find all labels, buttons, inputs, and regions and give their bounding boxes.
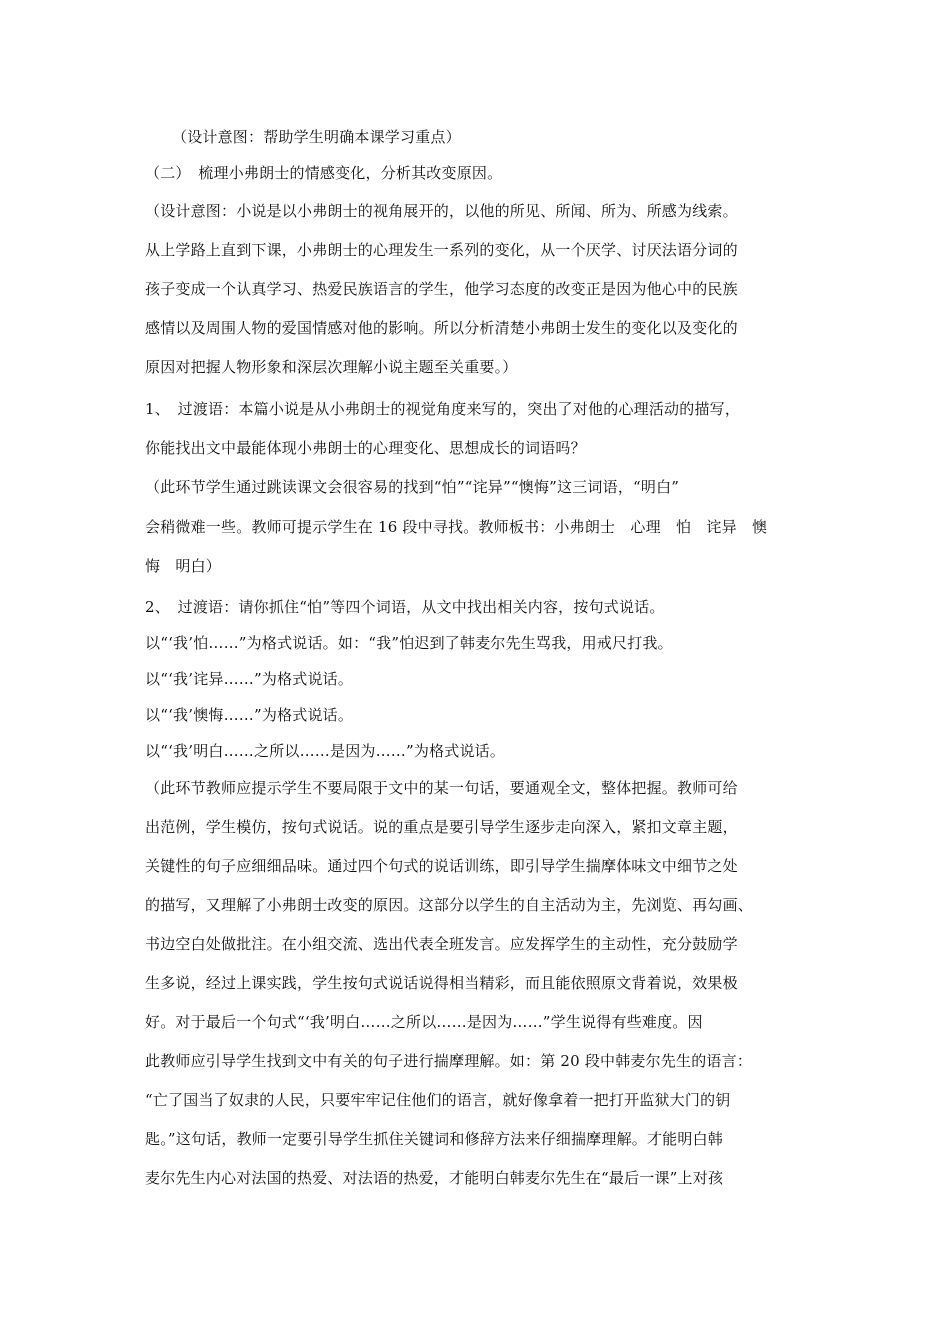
paragraph-line: 此教师应引导学生找到文中有关的句子进行揣摩理解。如：第 20 段中韩麦尔先生的语言：: [145, 1052, 753, 1070]
paragraph-line: 好。对于最后一个句式“‘我’明白……之所以……是因为……”学生说得有些难度。因: [145, 1013, 703, 1031]
sentence-pattern-line: 以“‘我’诧异……”为格式说话。: [145, 670, 354, 688]
sentence-pattern-line: 以“‘我’明白……之所以……是因为……”为格式说话。: [145, 742, 506, 760]
paragraph-line: 从上学路上直到下课，小弗朗士的心理发生一系列的变化，从一个厌学、讨厌法语分词的: [145, 241, 738, 259]
step-heading: 1、 过渡语：本篇小说是从小弗朗士的视觉角度来写的，突出了对他的心理活动的描写，: [145, 400, 741, 418]
paragraph-line: （设计意图：小说是以小弗朗士的视角展开的，以他的所见、所闻、所为、所感为线索。: [145, 202, 738, 220]
paragraph-line: 出范例，学生模仿，按句式说话。说的重点是要引导学生逐步走向深入，紧扣文章主题，: [145, 818, 738, 836]
paragraph-line: 原因对把握人物形象和深层次理解小说主题至关重要。）: [145, 358, 518, 376]
paragraph-line: 悔 明白）: [145, 557, 222, 575]
paragraph-line: 孩子变成一个认真学习、热爱民族语言的学生，他学习态度的改变正是因为他心中的民族: [145, 280, 738, 298]
paragraph-line: 生多说，经过上课实践，学生按句式说话说得相当精彩，而且能依照原文背着说，效果极: [145, 974, 738, 992]
section-heading: （二） 梳理小弗朗士的情感变化，分析其改变原因。: [145, 164, 503, 182]
sentence-pattern-line: 以“‘我’懊悔……”为格式说话。: [145, 706, 354, 724]
paragraph-line: 书边空白处做批注。在小组交流、选出代表全班发言。应发挥学生的主动性，充分鼓励学: [145, 935, 738, 953]
paragraph-line: （此环节学生通过跳读课文会很容易的找到“怕”“诧异”“懊悔”这三词语，“明白”: [145, 478, 680, 496]
paragraph-line: （此环节教师应提示学生不要局限于文中的某一句话，要通观全文，整体把握。教师可给: [145, 779, 738, 797]
sentence-pattern-line: 以“‘我’怕……”为格式说话。如：“我”怕迟到了韩麦尔先生骂我，用戒尺打我。: [145, 634, 673, 652]
paragraph-line: 会稍微难一些。教师可提示学生在 16 段中寻找。教师板书：小弗朗士 心理 怕 诧异 懊: [145, 518, 768, 536]
design-intent-note: （设计意图：帮助学生明确本课学习重点）: [172, 128, 461, 146]
paragraph-line: 感情以及周围人物的爱国情感对他的影响。所以分析清楚小弗朗士发生的变化以及变化的: [145, 319, 738, 337]
paragraph-line: 匙。”这句话，教师一定要引导学生抓住关键词和修辞方法来仔细揣摩理解。才能明白韩: [145, 1130, 723, 1148]
paragraph-line: 麦尔先生内心对法国的热爱、对法语的热爱，才能明白韩麦尔先生在“最后一课”上对孩: [145, 1169, 724, 1187]
paragraph-line: “亡了国当了奴隶的人民，只要牢牢记住他们的语言，就好像拿着一把打开监狱大门的钥: [145, 1091, 731, 1109]
paragraph-line: 你能找出文中最能体现小弗朗士的心理变化、思想成长的词语吗？: [145, 439, 586, 457]
step-heading: 2、 过渡语：请你抓住“怕”等四个词语，从文中找出相关内容，按句式说话。: [145, 598, 665, 616]
paragraph-line: 的描写，又理解了小弗朗士改变的原因。这部分以学生的自主活动为主，先浏览、再勾画、: [145, 896, 754, 914]
paragraph-line: 关键性的句子应细细品味。通过四个句式的说话训练，即引导学生揣摩体味文中细节之处: [145, 857, 738, 875]
